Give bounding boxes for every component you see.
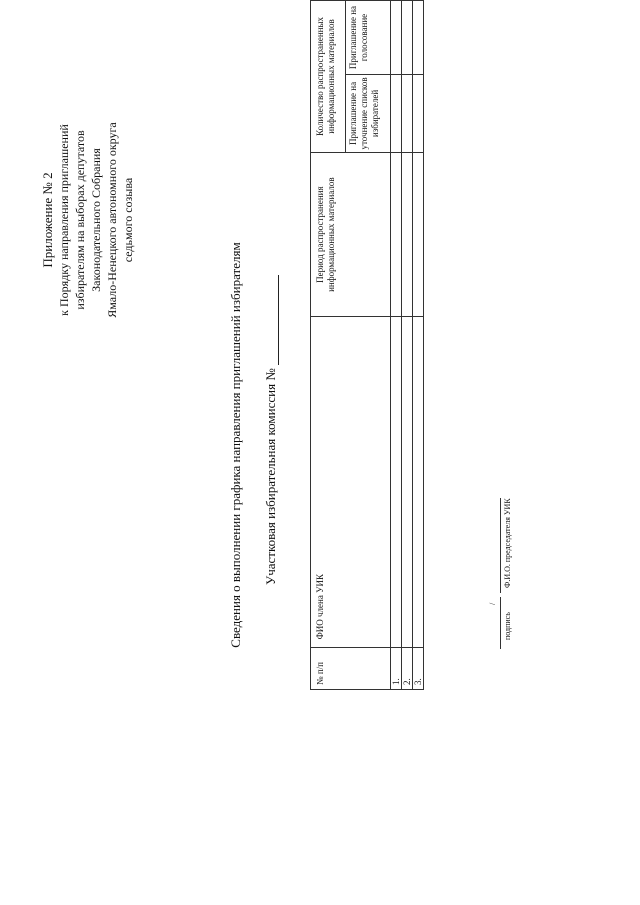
table-row <box>391 1 402 690</box>
row-number: 2. <box>402 648 413 690</box>
commission-field <box>263 275 279 585</box>
row-period-cell <box>391 152 402 317</box>
header-number: № п/п <box>311 648 391 690</box>
appendix-line-4: Законодательного Собрания <box>89 148 103 292</box>
appendix-number: Приложение № 2 <box>40 172 55 268</box>
commission-number-blank <box>266 275 279 365</box>
signature-caption: подпись <box>503 612 512 640</box>
row-period-cell <box>402 152 413 317</box>
header-fio: ФИО члена УИК <box>311 317 391 648</box>
signature-line <box>500 597 501 649</box>
commission-label: Участковая избирательная комиссия № <box>263 368 278 585</box>
row-qty1-cell <box>402 75 413 153</box>
appendix-line-6: седьмого созыва <box>121 177 135 263</box>
row-fio-cell <box>402 317 413 648</box>
appendix-line-5: Ямало-Ненецкого автономного округа <box>105 122 119 318</box>
signature-separator: / <box>488 602 497 605</box>
row-period-cell <box>413 152 424 317</box>
name-line <box>500 498 501 593</box>
table-header-row <box>311 1 346 690</box>
row-qty2-cell <box>391 1 402 75</box>
row-number: 1. <box>391 648 402 690</box>
row-qty2-cell <box>402 1 413 75</box>
appendix-line-2: к Порядку направления приглашений <box>57 124 71 316</box>
row-qty2-cell <box>413 1 424 75</box>
name-caption: Ф.И.О. председателя УИК <box>503 498 512 588</box>
row-qty1-cell <box>391 75 402 153</box>
header-quantity: Количество распространенных информационных материалов <box>311 1 346 153</box>
report-table <box>310 0 424 690</box>
header-period: Период распространения информационных материалов <box>311 152 391 317</box>
table-row <box>413 1 424 690</box>
row-number: 3. <box>413 648 424 690</box>
appendix-header <box>40 90 136 350</box>
row-qty1-cell <box>413 75 424 153</box>
form-title: Сведения о выполнении графика направления приглашений избирателям <box>228 242 243 648</box>
appendix-line-3: избирателям на выборах депутатов <box>73 130 87 310</box>
row-fio-cell <box>391 317 402 648</box>
row-fio-cell <box>413 317 424 648</box>
header-quantity-voting: Приглашение на голосование <box>346 1 391 75</box>
table-row <box>402 1 413 690</box>
header-quantity-clarification: Приглашение на уточнение списков избирателей <box>346 75 391 153</box>
